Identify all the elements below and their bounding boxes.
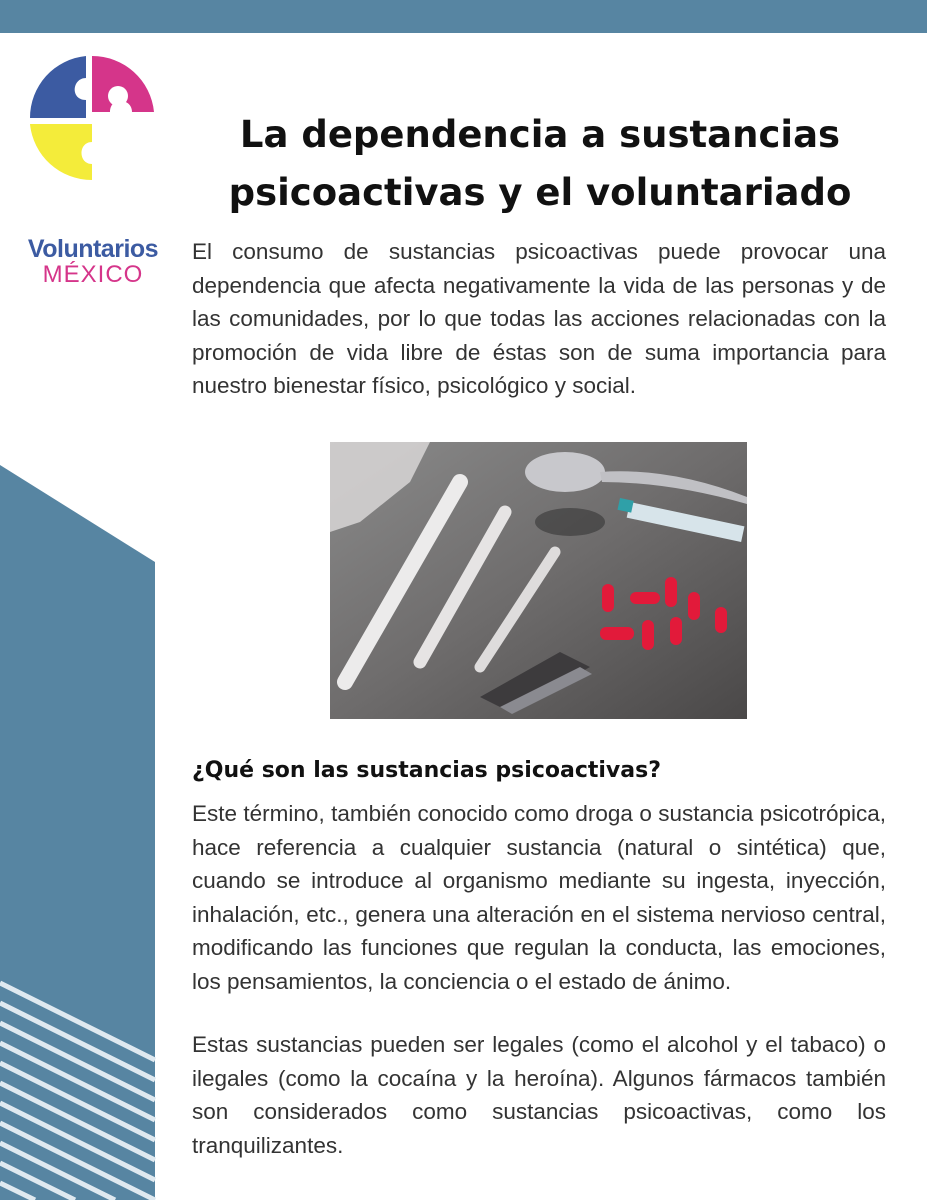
logo-subtitle: MÉXICO <box>42 261 144 288</box>
page-title: La dependencia a sustancias psicoactivas y el voluntariado <box>228 113 852 214</box>
section-heading: ¿Qué son las sustancias psicoactivas? <box>192 758 661 783</box>
intro-paragraph: El consumo de sustancias psicoactivas puede provocar una dependencia que afecta negativamente la vida de las personas y de las comunidades, por lo que todas las acciones relacionadas con la promoción de vida libre de éstas son de suma importancia para nuestro bienestar físico, psicológico y social. <box>192 239 886 398</box>
definition-paragraph: Este término, también conocido como droga o sustancia psicotrópica, hace referencia a cualquier sustancia (natural o sintética) que, cuando se introduce al organismo mediante su ingesta, inyección, inhalación, etc., genera una alteración en el sistema nervioso central, modificando las funciones que regulan la conducta, las emociones, los pensamientos, la conciencia o el estado de ánimo. <box>192 801 886 994</box>
logo-wordmark: Voluntarios <box>27 235 159 263</box>
puzzle-logo-icon <box>22 48 162 188</box>
voluntarios-mexico-logo <box>22 48 172 288</box>
examples-paragraph: Estas sustancias pueden ser legales (como el alcohol y el tabaco) o ilegales (como la cocaína y la heroína). Algunos fármacos también son considerados como sustancias psicoactivas, como los tranquilizantes. <box>192 1032 886 1158</box>
substances-photo <box>330 442 747 719</box>
